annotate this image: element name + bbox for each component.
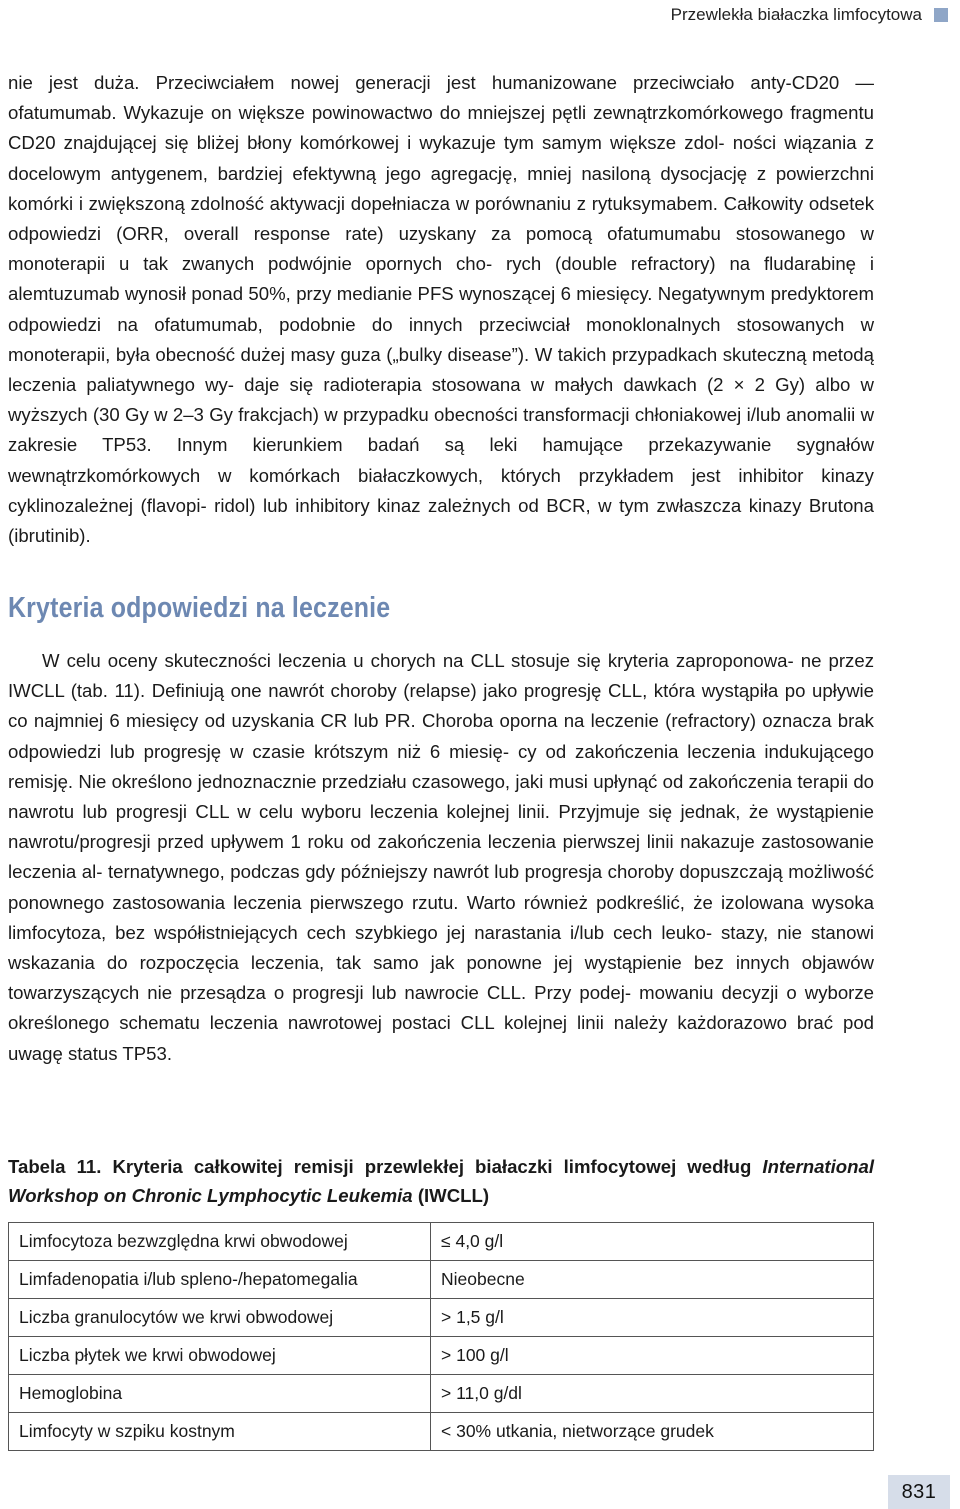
- paragraph-text: [8, 646, 874, 1069]
- text-line: z rytuksymabem. Całkowity odsetek odpowiedzi (ORR, overall response rate) uzyskany za: [8, 192, 874, 245]
- table-caption-prefix: Tabela 11. Kryteria całkowitej remisji przewlekłej białaczki limfocytowej według: [8, 1156, 763, 1177]
- value-cell: > 100 g/l: [431, 1337, 874, 1375]
- value-cell: > 1,5 g/l: [431, 1299, 874, 1337]
- text-line: w komórkach białaczkowych, których przykładem jest inhibitor kinazy cyklinozależnej (flavopi-: [8, 464, 874, 516]
- paragraph-ofatumumab: [8, 68, 874, 551]
- value-cell: > 11,0 g/dl: [431, 1375, 874, 1413]
- section-heading: Kryteria odpowiedzi na leczenie: [8, 592, 391, 624]
- criterion-cell: Limfocyty w szpiku kostnym: [9, 1413, 431, 1451]
- table-caption-suffix: (IWCLL): [412, 1185, 490, 1206]
- text-line: wynoszącej 6 miesięcy. Negatywnym predyktorem odpowiedzi na ofatumumab, podobnie do: [8, 283, 874, 335]
- criterion-cell: Limfadenopatia i/lub spleno-/hepatomegalia: [9, 1261, 431, 1299]
- text-line: ne przez IWCLL (tab. 11). Definiują one nawrót choroby (relapse) jako progresję CLL, która: [8, 650, 874, 702]
- text-line: ności wiązania z docelowym antygenem, bardziej efektywną jego agregację, mniej nasiloną: [8, 132, 874, 184]
- value-cell: < 30% utkania, nietworzące grudek: [431, 1413, 874, 1451]
- text-line: W celu oceny skuteczności leczenia u chorych na CLL stosuje się kryteria zaproponowa-: [42, 650, 794, 671]
- text-line: fragmentu CD20 znajdującej się bliżej błony komórkowej i wykazuje tym samym większe zdol-: [8, 102, 874, 154]
- running-title: Przewlekła białaczka limfocytowa: [670, 5, 922, 24]
- text-line: stazy, nie stanowi wskazania do rozpoczęcia leczenia, tak samo jak ponowne jej wystąpienie: [8, 921, 874, 974]
- table-row: [9, 1337, 874, 1375]
- text-line: rych (double refractory) na fludarabinę i alemtuzumab wynosił ponad 50%, przy medianie PFS: [8, 253, 874, 305]
- text-line: innych przeciwciał monoklonalnych stosowanych w monoterapii, była obecność dużej masy: [8, 313, 874, 365]
- text-line: pomocą ofatumumabu stosowanego w monoterapii u tak zwanych podwójnie opornych cho-: [8, 223, 874, 275]
- table-row: [9, 1261, 874, 1299]
- text-line: ternatywnego, podczas gdy późniejszy nawrót lub progresja choroby dopuszczają możliwość: [107, 861, 874, 883]
- text-line: ofatumumab. Wykazuje on większe powinowactwo do mniejszej pętli zewnątrzkomórkowego: [8, 102, 784, 124]
- criterion-cell: Liczba płytek we krwi obwodowej: [9, 1337, 431, 1375]
- table-row: [9, 1223, 874, 1261]
- paragraph-text: [8, 68, 874, 551]
- text-line: bez innych objawów towarzyszących nie przesądza o progresji lub nawrocie CLL. Przy podej-: [8, 952, 874, 1004]
- text-line: wystąpiła po upływie co najmniej 6 miesięcy od uzyskania CR lub PR. Choroba oporna na: [8, 680, 875, 732]
- table-row: [9, 1413, 874, 1451]
- text-line: daje się radioterapia stosowana w małych dawkach (2 × 2 Gy) albo w wyższych (30 Gy w 2–3 Gy: [8, 374, 874, 426]
- criterion-cell: Liczba granulocytów we krwi obwodowej: [9, 1299, 431, 1337]
- value-cell: ≤ 4,0 g/l: [431, 1223, 874, 1261]
- text-line: Innym kierunkiem badań są leki hamujące przekazywanie sygnałów wewnątrzkomórkowych: [8, 434, 874, 486]
- table-caption: [8, 1152, 874, 1210]
- running-header: [671, 4, 948, 26]
- table-caption-italic: International Workshop on Chronic Lymphocytic Leukemia: [8, 1156, 874, 1206]
- value-cell: Nieobecne: [431, 1261, 874, 1299]
- text-line: wyboru leczenia kolejnej linii. Przyjmuje się jednak, że wystąpienie nawrotu/progresji przed: [8, 801, 874, 853]
- header-square-icon: [934, 8, 948, 22]
- text-line: leczenie (refractory) oznacza brak odpowiedzi lub progresję w czasie krótszym niż 6 miesię-: [8, 710, 874, 762]
- paragraph-response-criteria: [8, 646, 874, 1069]
- criterion-cell: Limfocytoza bezwzględna krwi obwodowej: [9, 1223, 431, 1261]
- text-line: dysocjację z powierzchni komórki i zwiększoną zdolność aktywacji dopełniacza w porównaniu: [8, 162, 875, 214]
- criterion-cell: Hemoglobina: [9, 1375, 431, 1413]
- table-row: [9, 1299, 874, 1337]
- text-line: upływem 1 roku od zakończenia leczenia pierwszej linii nakazuje zastosowanie leczenia al-: [8, 831, 874, 883]
- text-line: czasowego, jaki musi upłynąć od zakończenia terapii do nawrotu lub progresji CLL w celu: [8, 770, 875, 823]
- page-number: 831: [888, 1475, 950, 1509]
- text-line: ridol) lub inhibitory kinaz zależnych od BCR, w tym zwłaszcza kinazy Brutona (ibrutinib).: [8, 494, 874, 547]
- text-line: frakcjach) w przypadku obecności transformacji chłoniakowej i/lub anomalii w zakresie TP53.: [8, 404, 875, 456]
- text-line: wysoka limfocytoza, bez współistniejących cech szybkiego jej narastania i/lub cech leuko-: [8, 891, 874, 943]
- text-line: guza („bulky disease”). W takich przypadkach skuteczną metodą leczenia paliatywnego wy-: [8, 343, 874, 396]
- text-line: nie jest duża. Przeciwciałem nowej generacji jest humanizowane przeciwciało anty-CD20 —: [8, 72, 874, 93]
- text-line: linii należy każdorazowo brać pod uwagę status TP53.: [8, 1012, 874, 1064]
- table-row: [9, 1375, 874, 1413]
- text-line: cy od zakończenia leczenia indukującego remisję. Nie określono jednoznacznie przedziału: [8, 740, 875, 792]
- criteria-table: [8, 1222, 874, 1451]
- text-line: mowaniu decyzji o wyborze określonego schematu leczenia nawrotowej postaci CLL kolejnej: [8, 982, 875, 1034]
- text-line: ponownego zastosowania leczenia pierwszego rzutu. Warto również podkreślić, że izolowana: [8, 891, 804, 913]
